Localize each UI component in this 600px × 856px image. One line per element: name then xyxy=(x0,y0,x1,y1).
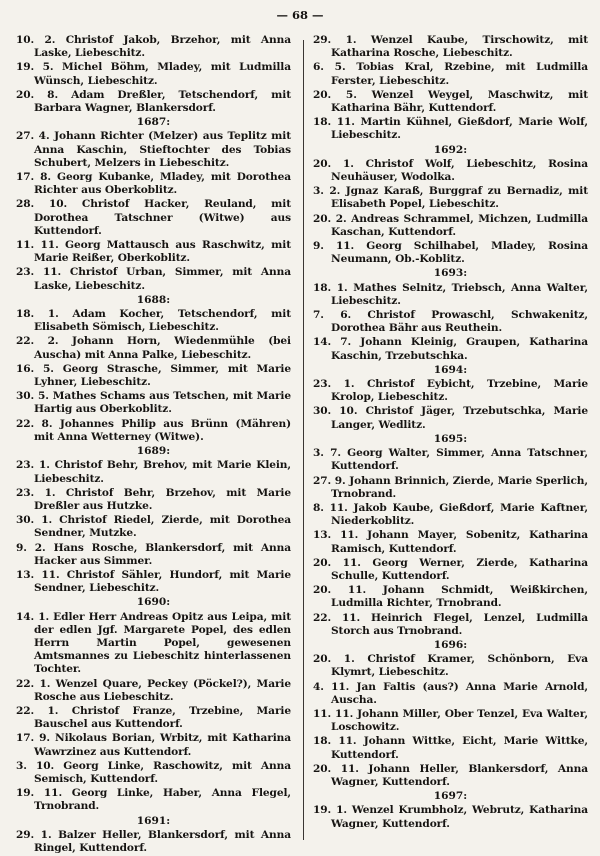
marriage-entry: 23. 1. Christof Behr, Brehov, mit Marie Klein, Liebeschitz. xyxy=(16,459,291,485)
column-divider xyxy=(303,40,304,840)
marriage-entry: 14. 1. Edler Herr Andreas Opitz aus Leipa, mit der edlen Jgf. Margarete Popel, des edlen Herrn Martin Popel, gewesenen Amtsmannes zu Liebeschitz hinterlassenen Tochter. xyxy=(16,610,291,676)
left-column xyxy=(16,34,291,856)
marriage-entry: 19. 1. Wenzel Krumbholz, Webrutz, Katharina Wagner, Kuttendorf. xyxy=(313,804,588,830)
marriage-entry: 20. 11. Johann Schmidt, Weißkirchen, Ludmilla Richter, Trnobrand. xyxy=(313,584,588,610)
marriage-entry: 18. 11. Martin Kühnel, Gießdorf, Marie Wolf, Liebeschitz. xyxy=(313,116,588,142)
marriage-entry: 20. 2. Andreas Schrammel, Michzen, Ludmilla Kaschan, Kuttendorf. xyxy=(313,212,588,238)
marriage-entry: 20. 1. Christof Kramer, Schönborn, Eva Klymrt, Liebeschitz. xyxy=(313,653,588,679)
marriage-entry: 3. 10. Georg Linke, Raschowitz, mit Anna Semisch, Kuttendorf. xyxy=(16,759,291,785)
marriage-entry: 20. 5. Wenzel Weygel, Maschwitz, mit Katharina Bähr, Kuttendorf. xyxy=(313,88,588,115)
year-heading: 1691: xyxy=(136,814,171,827)
marriage-entry: 23. 1. Christof Behr, Brzehov, mit Marie Dreßler aus Hutzke. xyxy=(16,486,291,512)
marriage-entry: 9. 11. Georg Schilhabel, Mladey, Rosina Neumann, Ob.-Koblitz. xyxy=(313,240,588,266)
marriage-entry: 28. 10. Christof Hacker, Reuland, mit Dorothea Tatschner (Witwe) aus Kuttendorf. xyxy=(16,198,291,237)
marriage-entry: 22. 2. Johann Horn, Wiedenmühle (bei Auscha) mit Anna Palke, Liebeschitz. xyxy=(16,335,291,361)
marriage-entry: 17. 9. Nikolaus Borian, Wrbitz, mit Katharina Wawrzinez aus Kuttendorf. xyxy=(16,732,291,758)
marriage-entry: 30. 1. Christof Riedel, Zierde, mit Dorothea Sendner, Mutzke. xyxy=(16,514,291,540)
marriage-entry: 18. 1. Mathes Selnitz, Triebsch, Anna Walter, Liebeschitz. xyxy=(313,281,588,307)
marriage-entry: 17. 8. Georg Kubanke, Mladey, mit Dorothea Richter aus Oberkoblitz. xyxy=(16,171,291,197)
right-column xyxy=(313,34,588,832)
marriage-entry: 13. 11. Christof Sähler, Hundorf, mit Marie Sendner, Liebeschitz. xyxy=(16,568,291,595)
marriage-entry: 4. 11. Jan Faltis (aus?) Anna Marie Arnold, Auscha. xyxy=(313,680,588,706)
marriage-entry: 7. 6. Christof Prowaschl, Schwakenitz, Dorothea Bähr aus Reuthein. xyxy=(313,309,588,335)
marriage-entry: 20. 11. Georg Werner, Zierde, Katharina Schulle, Kuttendorf. xyxy=(313,556,588,582)
marriage-entry: 8. 11. Jakob Kaube, Gießdorf, Marie Kaftner, Niederkoblitz. xyxy=(313,501,588,528)
marriage-entry: 10. 2. Christof Jakob, Brzehor, mit Anna Laske, Liebeschitz. xyxy=(16,34,291,60)
marriage-entry: 3. 2. Jgnaz Karaß, Burggraf zu Bernadiz, mit Elisabeth Popel, Liebeschitz. xyxy=(313,185,588,211)
year-heading: 1687: xyxy=(136,116,171,129)
marriage-entry: 22. 1. Christof Franze, Trzebine, Marie Bauschel aus Kuttendorf. xyxy=(16,704,291,731)
marriage-entry: 18. 11. Johann Wittke, Eicht, Marie Wittke, Kuttendorf. xyxy=(313,735,588,761)
marriage-entry: 20. 8. Adam Dreßler, Tetschendorf, mit Barbara Wagner, Blankersdorf. xyxy=(16,88,291,115)
marriage-entry: 23. 11. Christof Urban, Simmer, mit Anna Laske, Liebeschitz. xyxy=(16,266,291,292)
year-heading: 1693: xyxy=(433,267,468,280)
marriage-entry: 19. 5. Michel Böhm, Mladey, mit Ludmilla Wünsch, Liebeschitz. xyxy=(16,61,291,87)
year-heading: 1697: xyxy=(433,790,468,803)
marriage-entry: 9. 2. Hans Rosche, Blankersdorf, mit Anna Hacker aus Simmer. xyxy=(16,541,291,567)
marriage-entry: 16. 5. Georg Strasche, Simmer, mit Marie Lyhner, Liebeschitz. xyxy=(16,362,291,389)
marriage-entry: 22. 8. Johannes Philip aus Brünn (Mähren) mit Anna Wetterney (Witwe). xyxy=(16,417,291,443)
marriage-entry: 27. 4. Johann Richter (Melzer) aus Teplitz mit Anna Kaschin, Stieftochter des Tobias Schubert, Melzers in Liebeschitz. xyxy=(16,130,291,169)
marriage-entry: 20. 11. Johann Heller, Blankersdorf, Anna Wagner, Kuttendorf. xyxy=(313,762,588,788)
year-heading: 1692: xyxy=(433,143,468,156)
marriage-entry: 18. 1. Adam Kocher, Tetschendorf, mit Elisabeth Sömisch, Liebeschitz. xyxy=(16,308,291,334)
year-heading: 1689: xyxy=(136,445,171,458)
marriage-entry: 11. 11. Johann Miller, Ober Tenzel, Eva Walter, Loschowitz. xyxy=(313,707,588,734)
marriage-entry: 30. 10. Christof Jäger, Trzebutschka, Marie Langer, Wedlitz. xyxy=(313,405,588,431)
marriage-entry: 23. 1. Christof Eybicht, Trzebine, Marie Krolop, Liebeschitz. xyxy=(313,378,588,404)
year-heading: 1695: xyxy=(433,432,468,445)
marriage-entry: 27. 9. Johann Brinnich, Zierde, Marie Sperlich, Trnobrand. xyxy=(313,474,588,500)
year-heading: 1694: xyxy=(433,363,468,376)
marriage-entry: 29. 1. Wenzel Kaube, Tirschowitz, mit Katharina Rosche, Liebeschitz. xyxy=(313,34,588,60)
page-number: — 68 — xyxy=(276,8,324,22)
year-heading: 1696: xyxy=(433,638,468,651)
marriage-entry: 6. 5. Tobias Kral, Rzebine, mit Ludmilla Ferster, Liebeschitz. xyxy=(313,61,588,87)
marriage-entry: 30. 5. Mathes Schams aus Tetschen, mit Marie Hartig aus Oberkoblitz. xyxy=(16,390,291,416)
year-heading: 1690: xyxy=(136,596,171,609)
marriage-entry: 13. 11. Johann Mayer, Sobenitz, Katharina Ramisch, Kuttendorf. xyxy=(313,529,588,555)
year-heading: 1688: xyxy=(136,293,171,306)
marriage-entry: 14. 7. Johann Kleinig, Graupen, Katharina Kaschin, Trzebutschka. xyxy=(313,336,588,362)
marriage-entry: 29. 1. Balzer Heller, Blankersdorf, mit Anna Ringel, Kuttendorf. xyxy=(16,828,291,854)
marriage-entry: 19. 11. Georg Linke, Haber, Anna Flegel, Trnobrand. xyxy=(16,787,291,813)
marriage-entry: 22. 11. Heinrich Flegel, Lenzel, Ludmilla Storch aus Trnobrand. xyxy=(313,611,588,637)
marriage-entry: 11. 11. Georg Mattausch aus Raschwitz, mit Marie Reißer, Oberkoblitz. xyxy=(16,239,291,265)
marriage-entry: 22. 1. Wenzel Quare, Peckey (Pöckel?), Marie Rosche aus Liebeschitz. xyxy=(16,677,291,703)
marriage-entry: 20. 1. Christof Wolf, Liebeschitz, Rosina Neuhäuser, Wodolka. xyxy=(313,157,588,184)
marriage-entry: 3. 7. Georg Walter, Simmer, Anna Tatschner, Kuttendorf. xyxy=(313,447,588,473)
